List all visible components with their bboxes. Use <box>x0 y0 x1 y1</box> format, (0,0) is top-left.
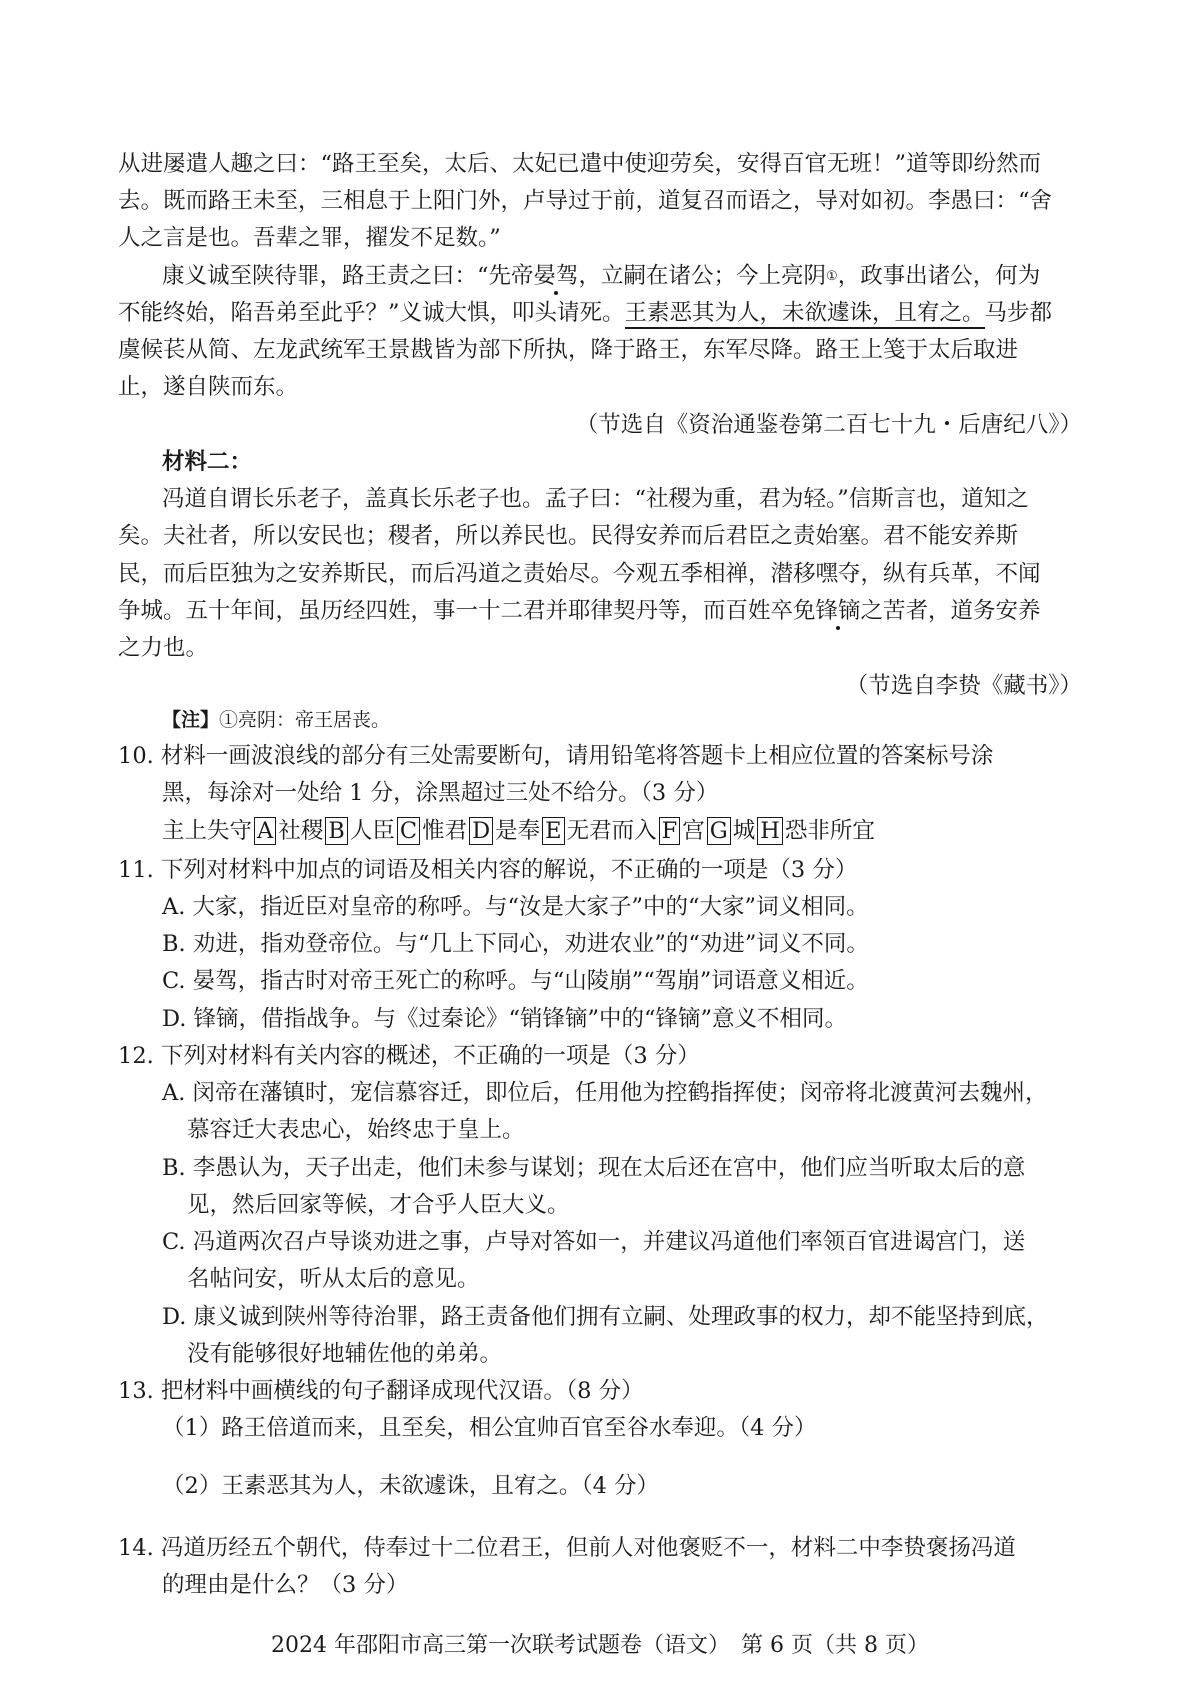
break-option-h[interactable]: H <box>757 817 783 845</box>
question-12-option-c[interactable]: C. 冯道两次召卢导谈劝进之事，卢导对答如一，并建议冯道他们率领百官进谒宫门，送 <box>162 1229 1026 1255</box>
question-12-stem: 12. 下列对材料有关内容的概述，不正确的一项是（3 分） <box>118 1043 700 1069</box>
material1-line: 不能终始，陷吾弟至此乎？”义诚大惧，叩头请死。王素恶其为人，未欲遽诛，且宥之。马步都 <box>118 295 1052 332</box>
material1-line: 人之言是也。吾辈之罪，擢发不足数。” <box>118 225 501 251</box>
question-12-option-d[interactable]: D. 康义诚到陕州等待治罪，路王责备他们拥有立嗣、处理政事的权力，却不能坚持到底， <box>162 1304 1049 1330</box>
question-10-stem: 10. 材料一画波浪线的部分有三处需要断句，请用铅笔将答题卡上相应位置的答案标号涂 <box>118 743 994 769</box>
footnote <box>162 704 390 736</box>
page-footer: 2024 年邵阳市高三第一次联考试题卷（语文） 第 6 页（共 8 页） <box>271 1633 929 1658</box>
material1-line: 虞候苌从简、左龙武统军王景戡皆为部下所执，降于路王，东军尽降。路王上笺于太后取进 <box>118 337 1019 363</box>
material1-line: 从进屡遣人趣之曰：“路王至矣，太后、太妃已遣中使迎劳矣，安得百官无班！”道等即纷然而 <box>118 151 1042 177</box>
break-option-a[interactable]: A <box>254 817 276 845</box>
question-12-option-a[interactable]: A. 闵帝在藩镇时，宠信慕容迁，即位后，任用他为控鹤指挥使；闵帝将北渡黄河去魏州， <box>162 1080 1048 1106</box>
break-option-g[interactable]: G <box>707 817 731 845</box>
material1-line: 止，遂自陕而东。 <box>118 374 299 400</box>
question-11-option-d[interactable]: D. 锋镝，借指战争。与《过秦论》“销锋镝”中的“锋镝”意义不相同。 <box>162 1006 848 1032</box>
question-14-stem: 14. 冯道历经五个朝代，侍奉过十二位君王，但前人对他褒贬不一，材料二中李贽褒扬冯道 <box>118 1535 1016 1561</box>
question-12-option-d-cont: 没有能够很好地辅佐他的弟弟。 <box>187 1341 503 1367</box>
material2-line: 之力也。 <box>118 635 209 661</box>
dotted-word-fengdi: 锋镝 <box>815 598 861 624</box>
question-11-option-a[interactable]: A. 大家，指近臣对皇帝的称呼。与“汝是大家子”中的“大家”词义相同。 <box>162 894 869 920</box>
break-option-f[interactable]: F <box>659 817 681 845</box>
material2-source: （节选自李贽《藏书》） <box>845 673 1082 699</box>
break-option-e[interactable]: E <box>542 817 564 845</box>
break-option-b[interactable]: B <box>325 817 348 845</box>
material2-line: 争城。五十年间，虽历经四姓，事一十二君并耶律契丹等，而百姓卒免锋镝之苦者，道务安养 <box>118 598 1041 624</box>
question-12-option-a-cont: 慕容迁大表忠心，始终忠于皇上。 <box>187 1117 525 1143</box>
question-12-option-c-cont: 名帖问安，听从太后的意见。 <box>187 1266 480 1292</box>
question-11-option-c[interactable]: C. 晏驾，指古时对帝王死亡的称呼。与“山陵崩”“驾崩”词语意义相近。 <box>162 968 869 994</box>
question-12-option-b[interactable]: B. 李愚认为，天子出走，他们未参与谋划；现在太后还在宫中，他们应当听取太后的意 <box>162 1155 1026 1181</box>
question-14-stem: 的理由是什么？（3 分） <box>162 1572 409 1598</box>
material2-line: 冯道自谓长乐老子，盖真长乐老子也。孟子曰：“社稷为重，君为轻。”信斯言也，道知之 <box>162 486 1029 512</box>
question-13-item-1: （1）路王倍道而来，且至矣，相公宜帅百官至谷水奉迎。（4 分） <box>162 1415 817 1441</box>
question-11-option-b[interactable]: B. 劝进，指劝登帝位。与“几上下同心，劝进农业”的“劝进”词义不同。 <box>162 931 869 957</box>
question-10-stem: 黑，每涂对一处给 1 分，涂黑超过三处不给分。（3 分） <box>162 780 719 806</box>
material2-line: 民，而后臣独为之安养斯民，而后冯道之责始尽。今观五季相禅，潜移嘿夺，纵有兵革，不闻 <box>118 561 1041 587</box>
material2-line: 矣。夫社者，所以安民也；稷者，所以养民也。民得安养而后君臣之责始塞。君不能安养斯 <box>118 523 1019 549</box>
material1-source: （节选自《资治通鉴卷第二百七十九・后唐纪八》） <box>575 412 1082 438</box>
question-13-stem: 13. 把材料中画横线的句子翻译成现代汉语。（8 分） <box>118 1378 644 1404</box>
question-12-option-b-cont: 见，然后回家等候，才合乎人臣大义。 <box>187 1192 570 1218</box>
break-option-d[interactable]: D <box>469 817 493 845</box>
footnote-text: ①亮阴：帝王居丧。 <box>219 709 391 731</box>
dotted-word-yanjia: 晏驾 <box>533 263 579 289</box>
footnote-marker: ① <box>826 269 838 284</box>
break-option-c[interactable]: C <box>397 817 420 845</box>
question-10-sentence: 主上失守 A 社稷 B 人臣 C 惟君 D 是奉 E 无君而入 F 宫 G 城 H 恐非所宜 <box>162 818 875 844</box>
material2-heading: 材料二： <box>162 449 253 475</box>
question-13-item-2: （2）王素恶其为人，未欲遽诛，且宥之。（4 分） <box>162 1473 660 1499</box>
footnote-label: 【注】 <box>162 709 220 731</box>
underlined-sentence: 王素恶其为人，未欲遽诛，且宥之。 <box>625 300 985 329</box>
question-11-stem: 11. 下列对材料中加点的词语及相关内容的解说，不正确的一项是（3 分） <box>118 857 858 883</box>
material1-line: 康义诚至陕待罪，路王责之曰：“先帝晏驾，立嗣在诸公；今上亮阴①，政事出诸公，何为 <box>162 263 1041 289</box>
material1-line: 去。既而路王未至，三相息于上阳门外，卢导过于前，道复召而语之，导对如初。李愚曰：“舍 <box>118 188 1053 214</box>
